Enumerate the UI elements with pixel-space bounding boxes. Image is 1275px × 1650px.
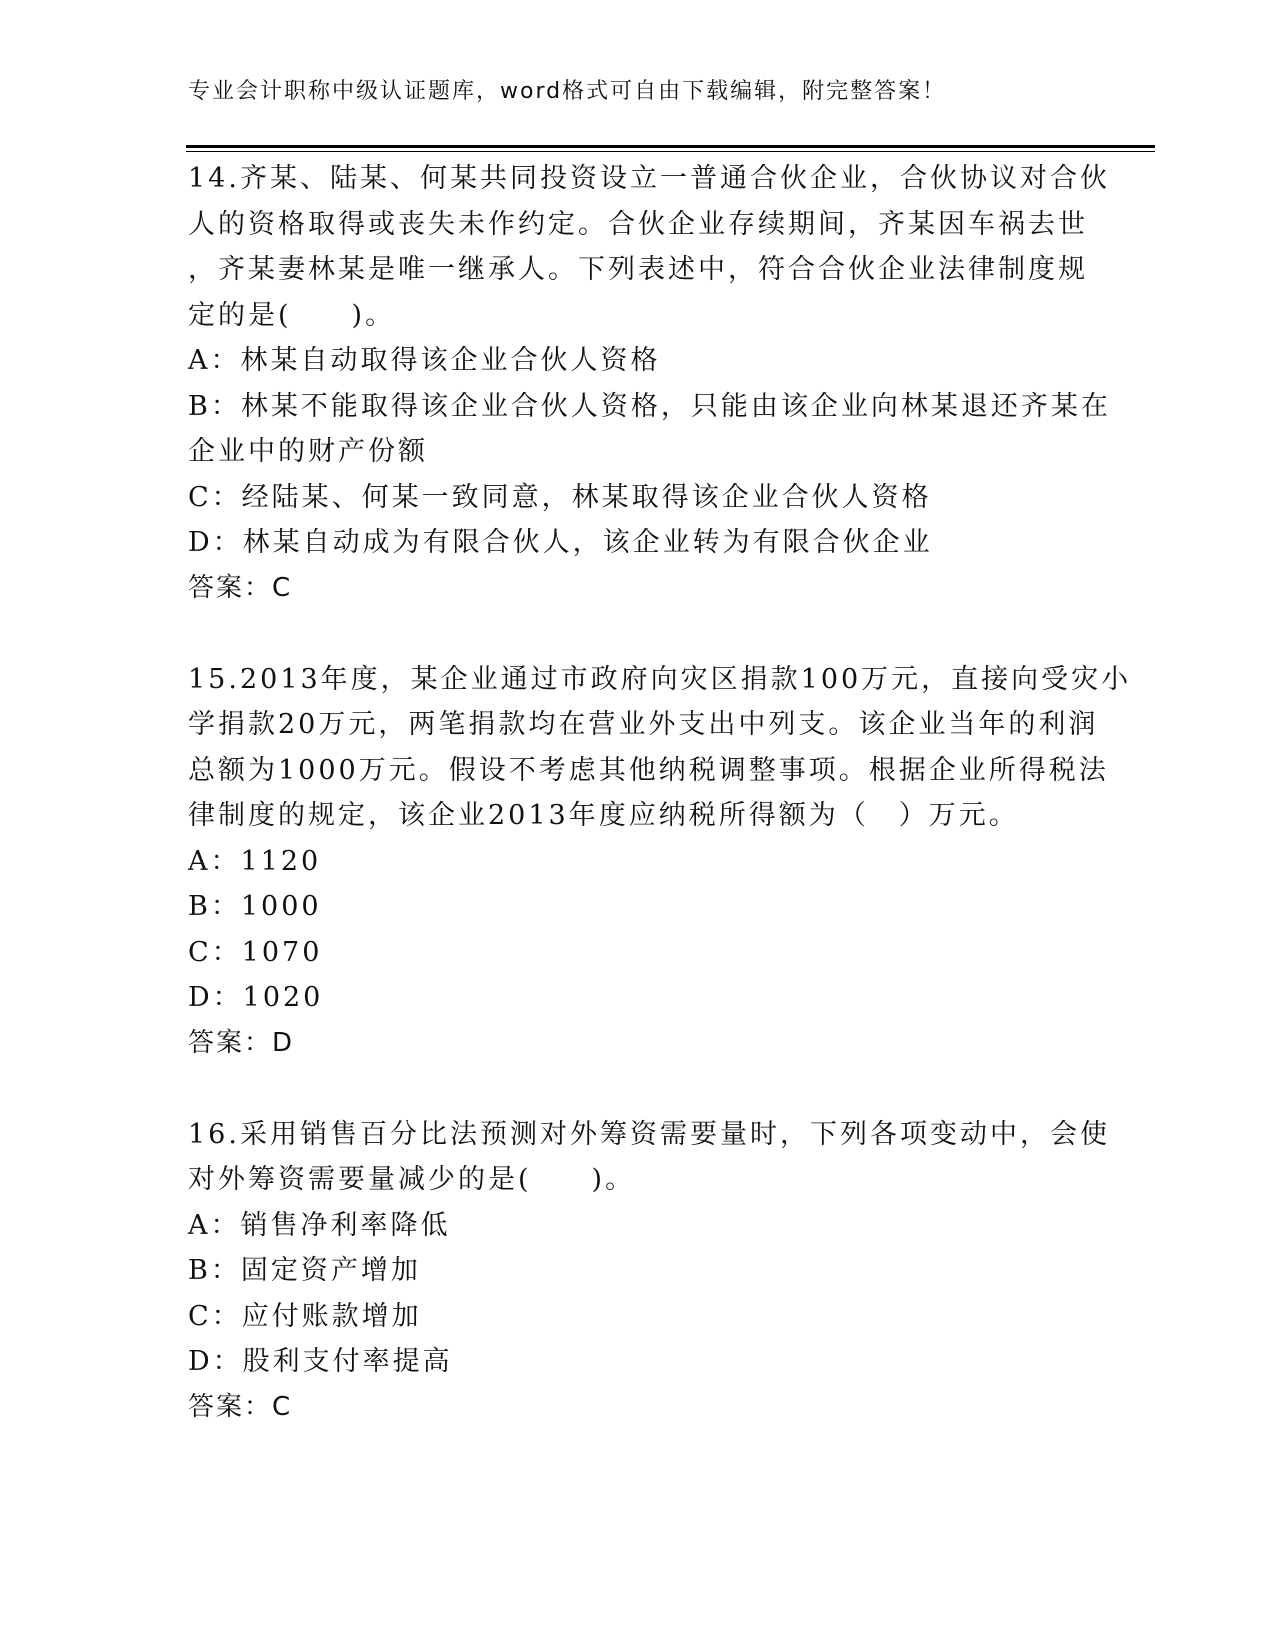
option-text: B：1000 (188, 891, 322, 922)
option-text: D：股利支付率提高 (188, 1346, 453, 1377)
option-d (188, 975, 1088, 1021)
question-stem-line: 15.2013年度，某企业通过市政府向灾区捐款100万元，直接向受灾小 (188, 663, 1132, 695)
option-d (188, 1339, 1088, 1385)
option-text: C：经陆某、何某一致同意，林某取得该企业合伙人资格 (188, 481, 932, 513)
question-14 (188, 156, 1111, 611)
option-text: D：1020 (188, 982, 324, 1013)
question-stem-line: 14.齐某、陆某、何某共同投资设立一普通合伙企业，合伙协议对合伙 (188, 163, 1110, 194)
header-rule-thin (186, 151, 1155, 152)
question-stem-line: 对外筹资需要量减少的是( )。 (188, 1164, 636, 1195)
option-a (188, 338, 1088, 384)
option-text: D：林某自动成为有限合伙人，该企业转为有限合伙企业 (188, 527, 933, 558)
header-rule (186, 145, 1155, 148)
question-16 (188, 1112, 1110, 1431)
question-15 (188, 657, 1132, 1067)
answer-label: 答案：C (188, 1391, 293, 1422)
question-stem-line: ，齐某妻林某是唯一继承人。下列表述中，符合合伙企业法律制度规 (188, 254, 1088, 285)
option-text: A：1120 (188, 845, 322, 877)
option-text: 企业中的财产份额 (188, 436, 428, 467)
option-b (188, 384, 1111, 475)
option-text: A：林某自动取得该企业合伙人资格 (188, 345, 661, 376)
question-stem-line: 人的资格取得或丧失未作约定。合伙企业存续期间，齐某因车祸去世 (188, 208, 1088, 240)
answer-label: 答案：D (188, 1027, 295, 1058)
option-text: A：销售净利率降低 (188, 1209, 451, 1241)
page-header: 专业会计职称中级认证题库，word格式可自由下载编辑，附完整答案！ (188, 79, 947, 104)
option-c (188, 930, 1088, 976)
option-c (188, 475, 1088, 521)
question-stem-line: 律制度的规定，该企业2013年度应纳税所得额为（ ）万元。 (188, 800, 1019, 831)
question-stem-line: 16.采用销售百分比法预测对外筹资需要量时，下列各项变动中，会使 (188, 1118, 1110, 1150)
answer-label: 答案：C (188, 572, 293, 603)
option-c (188, 1294, 1088, 1340)
option-text: C：1070 (188, 936, 323, 968)
option-text: C：应付账款增加 (188, 1300, 422, 1332)
option-b (188, 1248, 1088, 1294)
option-a (188, 1203, 1088, 1249)
option-text: B：林某不能取得该企业合伙人资格，只能由该企业向林某退还齐某在 (188, 390, 1111, 422)
question-stem-line: 学捐款20万元，两笔捐款均在营业外支出中列支。该企业当年的利润 (188, 709, 1099, 740)
question-list (188, 156, 1132, 1476)
option-a (188, 839, 1088, 885)
option-b (188, 884, 1088, 930)
question-stem-line: 定的是( )。 (188, 299, 396, 331)
option-d (188, 520, 1088, 566)
question-stem-line: 总额为1000万元。假设不考虑其他纳税调整事项。根据企业所得税法 (188, 754, 1109, 786)
option-text: B：固定资产增加 (188, 1255, 421, 1286)
